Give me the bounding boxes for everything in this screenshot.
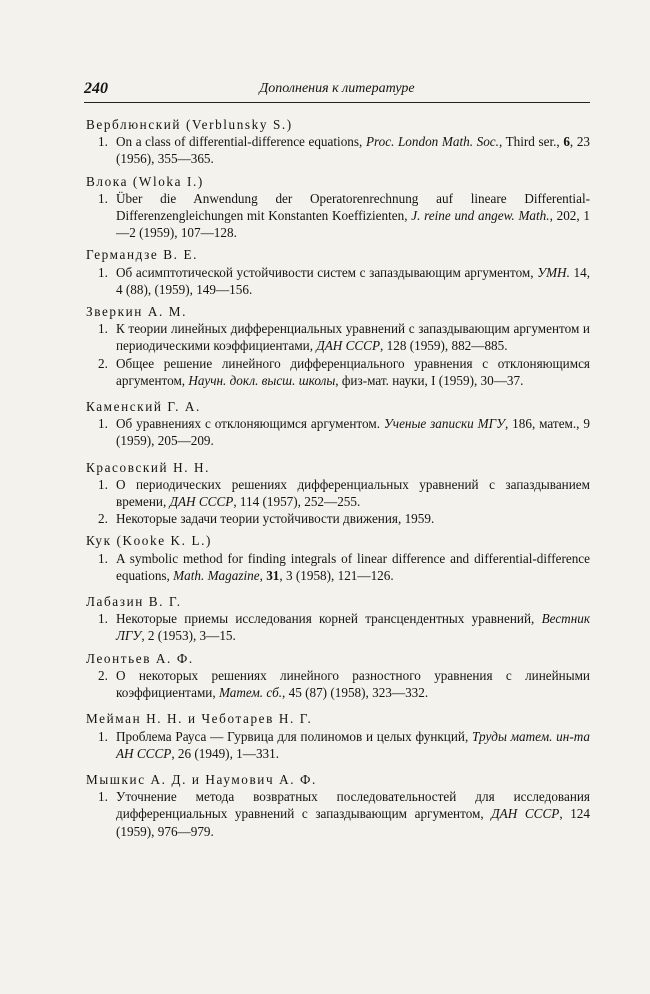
journal-title: ДАН СССР xyxy=(169,494,234,510)
bibliography-entry xyxy=(84,771,590,840)
bibliography-entry xyxy=(84,459,590,528)
reference-text: Об уравнениях с отклоняющимся аргументом. xyxy=(116,416,384,432)
reference-text: Об асимптотической устойчивости систем с запаздывающим аргументом, xyxy=(116,264,538,280)
reference-item xyxy=(84,415,590,449)
reference-item xyxy=(84,610,590,644)
reference-number: 1. xyxy=(98,134,108,150)
reference-text: , 26 (1949), 1—331. xyxy=(171,745,280,761)
reference-item xyxy=(84,264,590,298)
running-title: Дополнения к литературе xyxy=(259,81,415,96)
entry-author: Леонтьев А. Ф. xyxy=(86,650,194,666)
bibliography-entry xyxy=(84,593,590,645)
journal-title: Вестник ЛГУ xyxy=(116,611,590,644)
bibliography-entry xyxy=(84,532,590,584)
entry-author: Кук (Kooke K. L.) xyxy=(86,533,213,549)
reference-text: О периодических решениях дифференциальных уравнений с запаздыванием времени, xyxy=(116,476,590,510)
reference-text: 14, 4 (88), (1959), 149—156. xyxy=(116,264,591,297)
reference-text: К теории линейных дифференциальных уравнений с запаздывающим аргументом и периодическими коэффициентами, xyxy=(116,321,590,354)
page-header xyxy=(84,80,590,103)
journal-title: ДАН СССР xyxy=(491,806,560,822)
reference-number: 1. xyxy=(98,321,108,337)
reference-item xyxy=(84,476,590,510)
reference-text: Уточнение метода возвратных последовательностей для исследования дифференциальных уравнений с запаздывающим аргументом, xyxy=(116,789,590,822)
journal-title: Proc. London Math. Soc. xyxy=(365,134,499,150)
reference-text: Проблема Рауса — Гурвица для полиномов и целых функций, xyxy=(116,728,473,744)
entry-author: Каменский Г. А. xyxy=(86,399,201,415)
reference-text: , 114 (1957), 252—255. xyxy=(233,494,361,510)
reference-text: Некоторые приемы исследования корней трансцендентных уравнений, xyxy=(116,611,542,627)
reference-number: 1. xyxy=(98,264,108,280)
journal-title: Math. Magazine xyxy=(173,567,260,583)
reference-number: 1. xyxy=(98,789,108,805)
reference-number: 2. xyxy=(98,667,108,683)
journal-title: Научн. докл. высш. школы xyxy=(188,372,336,388)
reference-text: , 202, 1—2 (1959), 107—128. xyxy=(116,208,590,241)
reference-number: 1. xyxy=(98,416,108,432)
entry-author: Лабазин В. Г. xyxy=(86,594,182,610)
reference-number: 2. xyxy=(98,355,108,371)
journal-title: ДАН СССР xyxy=(316,338,381,354)
entry-author: Влока (Wloka I.) xyxy=(86,173,204,189)
reference-number: 1. xyxy=(98,728,108,744)
entry-author: Зверкин А. М. xyxy=(86,304,187,320)
reference-number: 1. xyxy=(98,476,108,492)
reference-number: 2. xyxy=(98,511,108,527)
reference-text: , Third ser., xyxy=(498,134,564,150)
reference-text: On a class of differential-difference equations, xyxy=(116,134,366,150)
reference-text: Über die Anwendung der Operatorenrechnung auf lineare Differential-Differenzengleichungen mit Konstanten Koeffizienten, xyxy=(116,190,590,224)
bibliography-entry xyxy=(84,116,590,168)
bibliography-entry xyxy=(84,398,590,450)
reference-item xyxy=(84,320,590,354)
reference-number: 1. xyxy=(98,550,108,566)
reference-text: , 45 (87) (1958), 323—332. xyxy=(282,685,429,701)
reference-text: , 23 (1956), 355—365. xyxy=(116,134,590,167)
bibliography-entry xyxy=(84,246,590,298)
reference-text: , 3 (1958), 121—126. xyxy=(279,567,394,583)
reference-text: , физ-мат. науки, I (1959), 30—37. xyxy=(335,372,524,388)
reference-text: , 128 (1959), 882—885. xyxy=(380,338,508,354)
reference-text: , xyxy=(259,567,267,583)
reference-item xyxy=(84,355,590,389)
page-number: 240 xyxy=(84,80,108,97)
reference-item xyxy=(84,190,590,242)
entry-author: Верблюнский (Verblunsky S.) xyxy=(86,117,293,132)
reference-text: , 2 (1953), 3—15. xyxy=(141,628,236,644)
reference-text: Общее решение линейного дифференциального уравнения с отклоняющимся аргументом, xyxy=(116,355,590,388)
reference-item xyxy=(84,550,590,584)
volume-number: 6 xyxy=(563,134,570,150)
reference-item xyxy=(84,788,590,840)
bibliography-entry xyxy=(84,710,590,762)
bibliography-entry xyxy=(84,173,590,242)
journal-title: Матем. сб. xyxy=(218,685,283,701)
bibliography-entry xyxy=(84,303,590,389)
reference-item xyxy=(84,728,590,762)
journal-title: УМН. xyxy=(537,264,570,280)
entry-author: Красовский Н. Н. xyxy=(86,459,211,475)
journal-title: Ученые записки МГУ xyxy=(383,416,505,432)
volume-number: 31 xyxy=(266,567,280,583)
bibliography-list xyxy=(84,116,590,845)
reference-text: Некоторые задачи теории устойчивости движения, 1959. xyxy=(116,511,435,527)
journal-title: Труды матем. ин-та АН СССР xyxy=(116,728,590,761)
entry-author: Мышкис А. Д. и Наумович А. Ф. xyxy=(86,771,317,787)
reference-text: , 124 (1959), 976—979. xyxy=(116,806,590,839)
reference-item xyxy=(84,510,590,527)
journal-title: J. reine und angew. Math. xyxy=(411,208,550,224)
reference-text: A symbolic method for finding integrals of linear difference and differential-difference equations, xyxy=(116,550,590,583)
reference-number: 1. xyxy=(98,190,108,206)
reference-item xyxy=(84,133,590,167)
reference-item xyxy=(84,667,590,701)
reference-text: О некоторых решениях линейного разностного уравнения с линейными коэффициентами, xyxy=(116,667,590,701)
bibliography-entry xyxy=(84,650,590,702)
entry-author: Германдзе В. Е. xyxy=(86,247,199,263)
reference-text: , 186, матем., 9 (1959), 205—209. xyxy=(116,416,590,449)
entry-author: Мейман Н. Н. и Чеботарев Н. Г. xyxy=(86,711,313,727)
reference-number: 1. xyxy=(98,611,108,627)
